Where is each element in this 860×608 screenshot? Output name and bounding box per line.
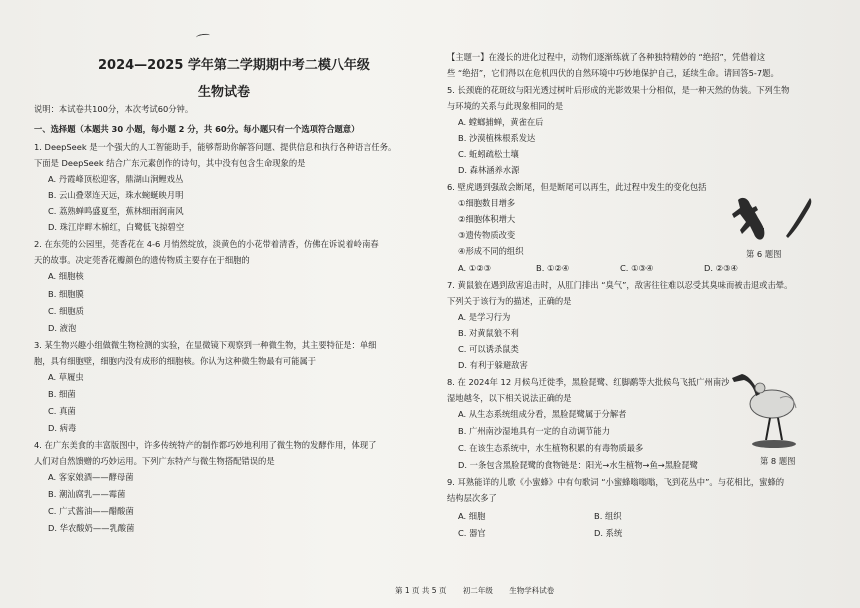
q1-text: 1. DeepSeek 是一个强大的人工智能助手，能够帮助你解答问题、提供信息和执行各种语言任务。 (34, 142, 397, 152)
q7-option[interactable]: D. 有利于躲避敌害 (458, 360, 528, 370)
q1-option[interactable]: C. 荔熟蝉鸣盛夏至，蕉林细雨润南风 (48, 206, 184, 216)
q2-option[interactable]: C. 细胞质 (48, 306, 84, 316)
q2-text: 2. 在东莞的公园里，莞香花在 4-6 月悄然绽放，淡黄色的小花带着清香，仿佛在诉说着岭南春 (34, 239, 379, 249)
q5-option[interactable]: D. 森林涵养水源 (458, 165, 520, 175)
q6-item: ④形成不同的组织 (458, 246, 524, 256)
page-subtitle: 生物试卷 (198, 85, 251, 100)
q6-option[interactable]: B. ①②④ (536, 263, 570, 273)
q3-option[interactable]: B. 细菌 (48, 389, 76, 399)
pen-mark (196, 33, 211, 40)
q9-option[interactable]: A. 细胞 (458, 511, 486, 521)
q4-option[interactable]: A. 客家娘酒——酵母菌 (48, 472, 134, 482)
q8-text: 湿地越冬，以下相关说法正确的是 (447, 393, 572, 403)
q8-option[interactable]: C. 在该生态系统中，水生植物积累的有毒物质最多 (458, 443, 644, 453)
q9-text: 9. 耳熟能详的儿歌《小蜜蜂》中有句歌词 “小蜜蜂嗡嗡嗡，飞到花丛中”。与花相比，蜜蜂的 (447, 477, 785, 487)
q7-option[interactable]: B. 对黄鼠狼不利 (458, 328, 519, 338)
page-footer (395, 585, 568, 596)
q4-option[interactable]: B. 潮汕腐乳——霉菌 (48, 489, 126, 499)
q3-option[interactable]: C. 真菌 (48, 406, 76, 416)
q1-option[interactable]: A. 丹霞峰顶松迎客，鼎湖山涧鲤戏丛 (48, 174, 184, 184)
q7-option[interactable]: A. 是学习行为 (458, 312, 511, 322)
q3-text: 胞，具有细胞壁，细胞内没有成形的细胞核。你认为这种微生物最有可能属于 (34, 356, 317, 366)
q5-option[interactable]: A. 螳螂捕蝉，黄雀在后 (458, 117, 544, 127)
q4-text: 4. 在广东美食的丰富版图中，许多传统特产的制作都巧妙地利用了微生物的发酵作用，体现了 (34, 440, 377, 450)
q7-text: 下列关于该行为的描述，正确的是 (447, 296, 572, 306)
q8-option[interactable]: B. 广州南沙湿地具有一定的自动调节能力 (458, 426, 611, 436)
exam-note: 说明：本试卷共100分，本次考试60分钟。 (34, 104, 194, 114)
subject-label: 生物学科试卷 (509, 586, 555, 595)
q8-text: 8. 在 2024年 12 月候鸟迁徙季，黑脸琵鹭、红脚鹬等大批候鸟飞抵广州南沙 (447, 377, 730, 387)
q9-option[interactable]: D. 系统 (594, 528, 623, 538)
q6-item: ③遗传物质改变 (458, 230, 516, 240)
q5-option[interactable]: B. 沙漠植株根系发达 (458, 133, 536, 143)
page-number: 第 1 页 共 5 页 (395, 586, 447, 595)
q3-option[interactable]: A. 草履虫 (48, 372, 84, 382)
q2-option[interactable]: B. 细胞膜 (48, 289, 84, 299)
page-title: 2024—2025 学年第二学期期中考二模八年级 (98, 58, 370, 73)
fig8-caption: 第 8 题图 (760, 456, 796, 466)
q1-text: 下面是 DeepSeek 结合广东元素创作的诗句，其中没有包含生命现象的是 (34, 158, 306, 168)
q6-option[interactable]: C. ①③④ (620, 263, 654, 273)
q7-text: 7. 黄鼠狼在遇到敌害追击时，从肛门排出 “臭气”，敌害往往难以忍受其臭味而被击退或击晕。 (447, 280, 793, 290)
q2-option[interactable]: A. 细胞核 (48, 271, 84, 281)
q9-option[interactable]: C. 器官 (458, 528, 486, 538)
section-heading: 一、选择题（本题共 30 小题，每小题 2 分，共 60分。每小题只有一个选项符合题意） (34, 124, 360, 134)
q3-text: 3. 某生物兴趣小组做微生物检测的实验，在显微镜下观察到一种微生物，其主要特征是：单细 (34, 340, 377, 350)
q6-item: ①细胞数目增多 (458, 198, 516, 208)
gecko-figure (726, 192, 826, 248)
fig6-caption: 第 6 题图 (746, 249, 782, 259)
q4-option[interactable]: D. 华农酸奶——乳酸菌 (48, 523, 135, 533)
theme-text: 【主题一】在漫长的进化过程中，动物们逐渐练就了各种独特精妙的 “绝招”，凭借着这 (447, 52, 766, 62)
q6-option[interactable]: A. ①②③ (458, 263, 492, 273)
q5-text: 与环境的关系与此现象相同的是 (447, 101, 564, 111)
q2-option[interactable]: D. 液泡 (48, 323, 77, 333)
q9-option[interactable]: B. 组织 (594, 511, 622, 521)
q8-option[interactable]: D. 一条包含黑脸琵鹭的食物链是：阳光→水生植物→鱼→黑脸琵鹭 (458, 460, 698, 470)
q6-option[interactable]: D. ②③④ (704, 263, 738, 273)
q1-option[interactable]: B. 云山叠翠连天远，珠水蜿蜒映月明 (48, 190, 184, 200)
theme-text: 些 “绝招”，它们得以在危机四伏的自然环境中巧妙地保护自己，延续生命。请回答5-7题。 (447, 68, 779, 78)
q2-text: 天的故事。决定莞香花瓣颜色的遗传物质主要存在于细胞的 (34, 255, 250, 265)
q4-text: 人们对自然馈赠的巧妙运用。下列广东特产与微生物搭配错误的是 (34, 456, 275, 466)
q7-option[interactable]: C. 可以诱杀鼠类 (458, 344, 519, 354)
spoonbill-figure (730, 364, 810, 454)
grade-label: 初二年级 (462, 586, 493, 595)
q3-option[interactable]: D. 病毒 (48, 423, 77, 433)
q5-option[interactable]: C. 蚯蚓疏松土壤 (458, 149, 519, 159)
q5-text: 5. 长颈鹿的花斑纹与阳光透过树叶后形成的光影效果十分相似，是一种天然的伪装。下列生物 (447, 85, 790, 95)
q4-option[interactable]: C. 广式酱油——醋酸菌 (48, 506, 134, 516)
q6-item: ②细胞体积增大 (458, 214, 516, 224)
q1-option[interactable]: D. 珠江岸畔木棉红，白鹭低飞掠碧空 (48, 222, 185, 232)
q9-text: 结构层次多了 (447, 493, 497, 503)
q6-text: 6. 壁虎遇到强敌会断尾，但是断尾可以再生，此过程中发生的变化包括 (447, 182, 707, 192)
q8-option[interactable]: A. 从生态系统组成分看，黑脸琵鹭属于分解者 (458, 409, 627, 419)
